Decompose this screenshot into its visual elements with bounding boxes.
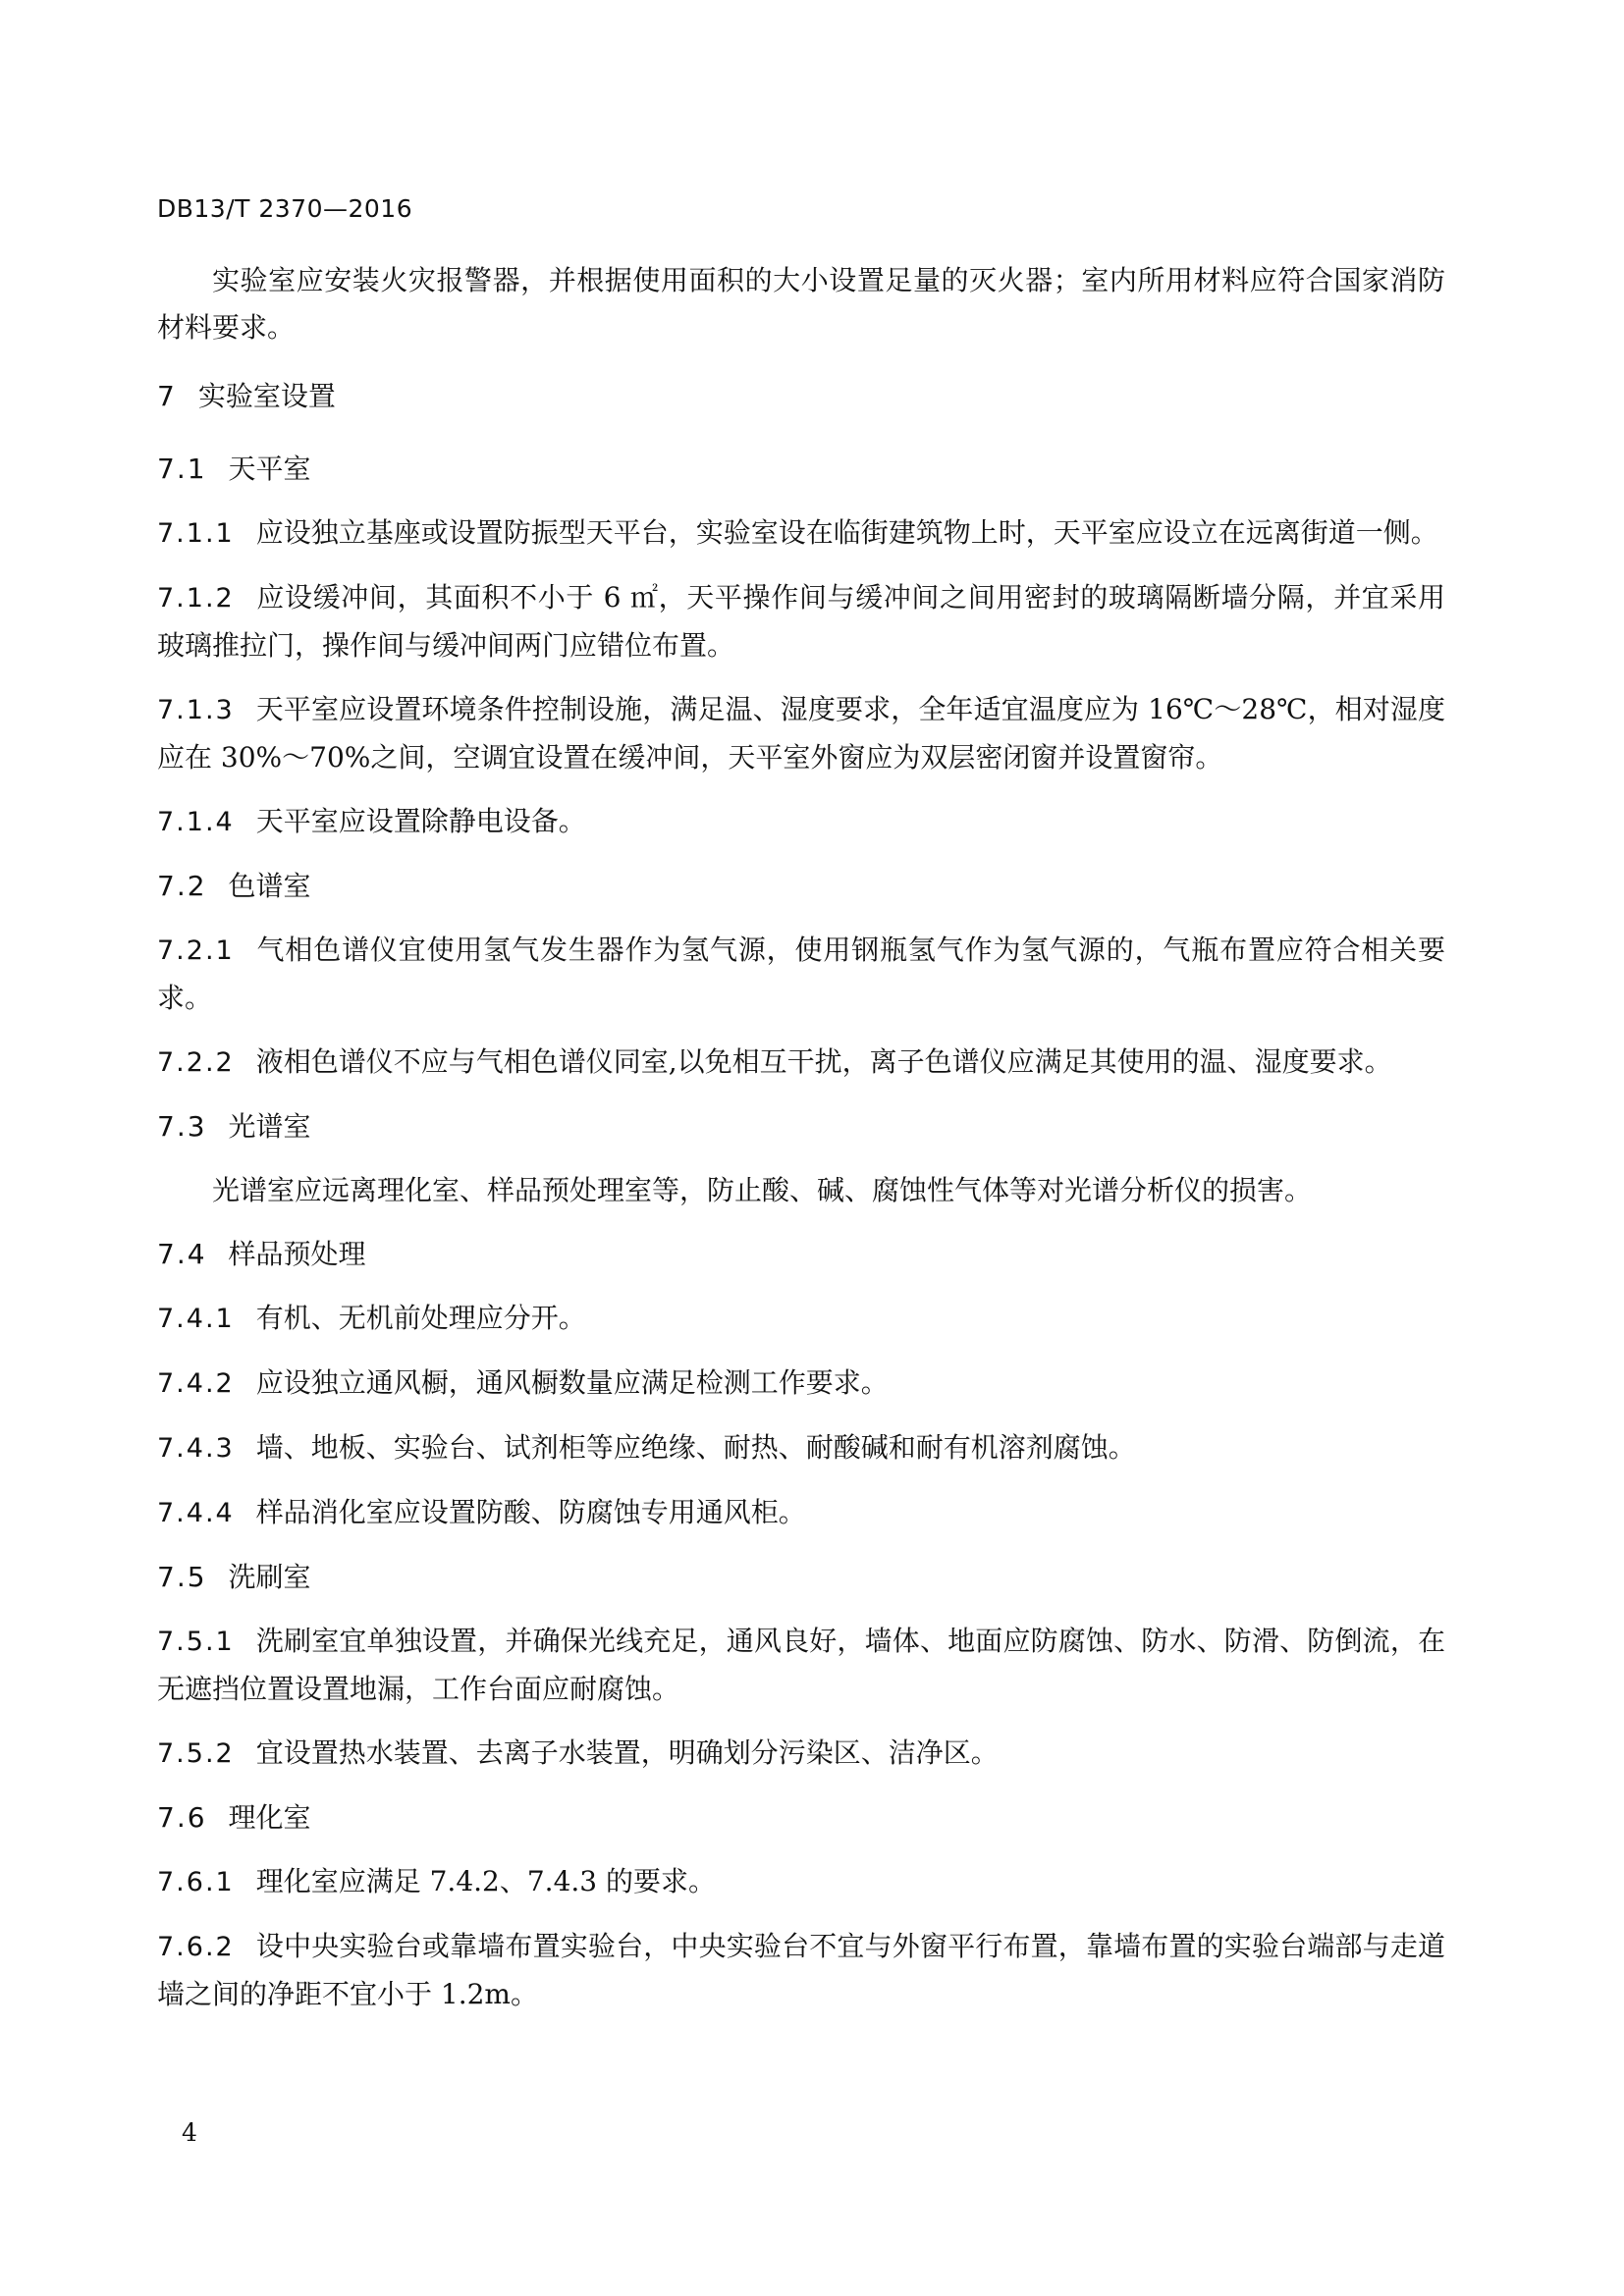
clause-text: 样品消化室应设置防酸、防腐蚀专用通风柜。 xyxy=(255,1496,806,1528)
page-content xyxy=(157,257,1445,2035)
section-heading-7-5 xyxy=(157,1554,1445,1601)
clause-7-4-1 xyxy=(157,1295,1445,1343)
clause-number: 7.4.4 xyxy=(157,1498,235,1528)
clause-text: 天平室应设置环境条件控制设施，满足温、湿度要求，全年适宜温度应为 16℃～28℃，相对湿度应在 30%～70%之间，空调宜设置在缓冲间，天平室外窗应为双层密闭窗并设置窗帘。 xyxy=(157,693,1445,774)
clause-number: 7.2.2 xyxy=(157,1047,235,1078)
section-number: 7.1 xyxy=(157,453,207,485)
clause-text: 应设独立基座或设置防振型天平台，实验室设在临街建筑物上时，天平室应设立在远离街道一侧。 xyxy=(255,516,1438,549)
section-heading-7-6 xyxy=(157,1794,1445,1842)
intro-paragraph: 实验室应安装火灾报警器，并根据使用面积的大小设置足量的灭火器；室内所用材料应符合国家消防材料要求。 xyxy=(157,264,1445,344)
document-code: DB13/T 2370—2016 xyxy=(157,194,413,223)
clause-7-5-2 xyxy=(157,1730,1445,1778)
clause-number: 7.4.1 xyxy=(157,1304,235,1334)
clause-7-2-1 xyxy=(157,927,1445,1022)
clause-number: 7.4.3 xyxy=(157,1433,235,1464)
clause-7-4-4 xyxy=(157,1489,1445,1537)
clause-7-2-2 xyxy=(157,1039,1445,1087)
clause-text: 墙、地板、实验台、试剂柜等应绝缘、耐热、耐酸碱和耐有机溶剂腐蚀。 xyxy=(255,1431,1136,1464)
clause-text: 有机、无机前处理应分开。 xyxy=(255,1302,586,1334)
clause-number: 7.6.1 xyxy=(157,1867,235,1897)
section-title: 色谱室 xyxy=(228,870,311,902)
clause-number: 7.1.1 xyxy=(157,518,235,549)
clause-7-5-1 xyxy=(157,1618,1445,1713)
clause-text: 宜设置热水装置、去离子水装置，明确划分污染区、洁净区。 xyxy=(255,1736,999,1769)
section-title: 理化室 xyxy=(228,1801,311,1834)
clause-number: 7.5.1 xyxy=(157,1627,235,1657)
clause-7-1-2 xyxy=(157,574,1445,669)
clause-text: 气相色谱仪宜使用氢气发生器作为氢气源，使用钢瓶氢气作为氢气源的，气瓶布置应符合相关要求。 xyxy=(157,934,1445,1014)
clause-7-1-1 xyxy=(157,509,1445,558)
clause-number: 7.2.1 xyxy=(157,935,235,966)
section-7-3-body: 光谱室应远离理化室、样品预处理室等，防止酸、碱、腐蚀性气体等对光谱分析仪的损害。 xyxy=(212,1174,1313,1206)
clause-number: 7.5.2 xyxy=(157,1738,235,1769)
section-number: 7.4 xyxy=(157,1238,207,1270)
section-heading-7-2 xyxy=(157,863,1445,910)
clause-text: 应设缓冲间，其面积不小于 6 ㎡，天平操作间与缓冲间之间用密封的玻璃隔断墙分隔，并宜采用玻璃推拉门，操作间与缓冲间两门应错位布置。 xyxy=(157,581,1445,662)
clause-text: 液相色谱仪不应与气相色谱仪同室,以免相互干扰，离子色谱仪应满足其使用的温、湿度要求。 xyxy=(255,1045,1392,1078)
page-number: 4 xyxy=(182,2118,197,2147)
section-number: 7.5 xyxy=(157,1561,207,1593)
clause-7-4-3 xyxy=(157,1424,1445,1472)
section-title: 洗刷室 xyxy=(228,1561,311,1593)
section-number: 7.3 xyxy=(157,1110,207,1143)
section-title: 光谱室 xyxy=(228,1110,311,1143)
section-heading-7-3 xyxy=(157,1103,1445,1150)
clause-number: 7.6.2 xyxy=(157,1932,235,1962)
clause-number: 7.4.2 xyxy=(157,1368,235,1399)
clause-number: 7.1.3 xyxy=(157,695,235,725)
clause-text: 设中央实验台或靠墙布置实验台，中央实验台不宜与外窗平行布置，靠墙布置的实验台端部与走道墙之间的净距不宜小于 1.2m。 xyxy=(157,1930,1445,2010)
section-number: 7.2 xyxy=(157,870,207,902)
section-heading-7-1 xyxy=(157,446,1445,493)
clause-number: 7.1.2 xyxy=(157,583,235,614)
clause-text: 理化室应满足 7.4.2、7.4.3 的要求。 xyxy=(255,1865,716,1897)
section-title: 样品预处理 xyxy=(228,1238,366,1270)
section-title: 天平室 xyxy=(228,453,311,485)
clause-7-6-1 xyxy=(157,1858,1445,1906)
clause-7-1-3 xyxy=(157,686,1445,781)
clause-7-6-2 xyxy=(157,1923,1445,2018)
chapter-heading xyxy=(157,373,1445,420)
clause-text: 应设独立通风橱，通风橱数量应满足检测工作要求。 xyxy=(255,1366,889,1399)
chapter-number: 7 xyxy=(157,380,177,412)
clause-number: 7.1.4 xyxy=(157,807,235,837)
clause-7-4-2 xyxy=(157,1360,1445,1408)
clause-7-1-4 xyxy=(157,798,1445,846)
chapter-title: 实验室设置 xyxy=(197,380,336,412)
section-number: 7.6 xyxy=(157,1801,207,1834)
clause-text: 洗刷室宜单独设置，并确保光线充足，通风良好，墙体、地面应防腐蚀、防水、防滑、防倒流，在无遮挡位置设置地漏，工作台面应耐腐蚀。 xyxy=(157,1625,1445,1705)
section-heading-7-4 xyxy=(157,1231,1445,1278)
clause-text: 天平室应设置除静电设备。 xyxy=(255,805,586,837)
